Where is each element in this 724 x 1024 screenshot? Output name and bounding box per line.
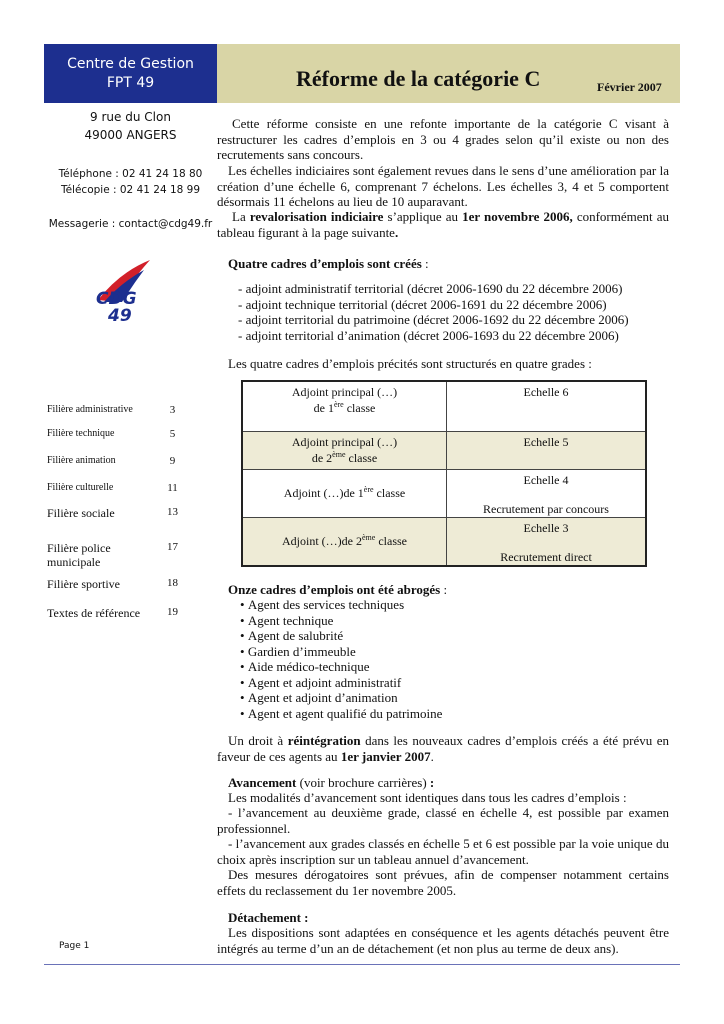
reint-text-a: Un droit à: [228, 733, 288, 748]
abrogated-heading-text: Onze cadres d’emplois ont été abrogés: [228, 582, 441, 597]
bullet-icon: •: [240, 597, 248, 612]
scale-cell: [447, 469, 647, 517]
list-item-text: Agent et adjoint administratif: [247, 674, 402, 690]
grades-table: [241, 380, 647, 567]
grade-line-1: Adjoint principal (…): [291, 434, 398, 449]
scale-cell: [447, 431, 647, 469]
logo-text-cdg: CDG: [96, 289, 137, 309]
list-item-text: Agent technique: [247, 612, 334, 628]
scale-cell: [447, 381, 647, 431]
grade-text: Adjoint (…)de 1: [283, 486, 364, 500]
toc-label-police-line2[interactable]: municipale: [47, 555, 101, 569]
grade-line: [243, 485, 446, 501]
list-item: [240, 690, 442, 706]
scale-label: Echelle 4: [523, 472, 569, 487]
grade-text: Adjoint (…)de 2: [282, 534, 362, 548]
intro3-bold-date: 1er novembre 2006,: [462, 209, 573, 224]
email-address[interactable]: Messagerie : contact@cdg49.fr: [48, 218, 213, 230]
grade-cell: [242, 469, 447, 517]
grade-suffix: classe: [373, 486, 406, 500]
bullet-icon: •: [240, 659, 248, 674]
recruitment-note: Recrutement par concours: [483, 501, 609, 516]
list-item: - adjoint territorial d’animation (décret 2006-1693 du 22 décembre 2006): [238, 327, 619, 343]
structured-sentence: Les quatre cadres d’emplois précités sont structurés en quatre grades :: [228, 356, 592, 371]
grade-superscript: ère: [333, 400, 344, 409]
list-item-text: Aide médico-technique: [247, 659, 370, 674]
grade-cell: [242, 381, 447, 431]
intro-paragraph-2: Les échelles indiciaires sont également revues dans le sens d’une amélioration par la création d’une échelle 6, comprenant 7 échelons. Les échelles 3, 4 et 5 comportent désormais 11 échelons au lieu de 10 auparavant.: [217, 163, 669, 209]
toc-page-police: 17: [167, 541, 178, 553]
grade-text: de 1: [313, 401, 334, 415]
detachment-heading: Détachement :: [228, 910, 309, 925]
page-title: Réforme de la catégorie C: [296, 66, 541, 91]
grade-superscript: ème: [332, 449, 346, 459]
toc-page-sociale: 13: [167, 506, 178, 518]
footer-divider: [44, 964, 680, 965]
intro-paragraph-3: [217, 209, 669, 240]
scale-label: Echelle 3: [523, 520, 569, 535]
advancement-paragraph-1: Les modalités d’avancement sont identiques dans tous les cadres d’emplois :: [228, 790, 627, 805]
toc-label-technique[interactable]: Filière technique: [47, 428, 115, 439]
list-item: [240, 706, 442, 722]
cdg49-logo: [78, 256, 168, 328]
reint-text-c: dans les nouveaux cadres d’emplois créés a été prévu en faveur de ces agents au: [217, 733, 669, 764]
table-row: [242, 381, 646, 431]
grade-suffix: classe: [343, 401, 376, 415]
list-item-text: Agent et adjoint d’animation: [247, 690, 398, 705]
grade-suffix: classe: [345, 450, 378, 465]
reint-bold-date: 1er janvier 2007: [340, 748, 431, 764]
table-row: [242, 431, 646, 469]
address-line-1: 9 rue du Clon: [90, 110, 171, 124]
list-item-text: Gardien d’immeuble: [247, 643, 356, 659]
adv-heading-note: (voir brochure carrières): [296, 775, 430, 790]
intro3-text-a: La: [232, 209, 250, 224]
reintegration-paragraph: [217, 733, 669, 764]
toc-page-sportive: 18: [167, 577, 178, 589]
toc-label-sociale[interactable]: Filière sociale: [47, 506, 115, 520]
list-item: - adjoint technique territorial (décret 2006-1691 du 22 décembre 2006): [238, 296, 607, 312]
toc-label-animation[interactable]: Filière animation: [47, 455, 116, 466]
grade-line: [243, 533, 446, 549]
grade-superscript: ème: [362, 533, 376, 542]
list-item: [240, 613, 442, 629]
page-number: Page 1: [59, 941, 90, 951]
scale-cell: [447, 517, 647, 566]
list-item-text: Agent des services techniques: [247, 597, 405, 612]
document-date: Février 2007: [597, 80, 662, 94]
list-item: [240, 659, 442, 675]
address-line-2: 49000 ANGERS: [84, 128, 177, 142]
grade-line-2: [243, 400, 446, 416]
grade-cell: [242, 517, 447, 566]
list-item-text: Agent et agent qualifié du patrimoine: [247, 705, 443, 721]
list-item: - adjoint administratif territorial (décret 2006-1690 du 22 décembre 2006): [238, 281, 623, 296]
grade-superscript: ère: [363, 485, 374, 494]
advancement-paragraph-2: - l’avancement au deuxième grade, classé en échelle 4, est possible par examen professionnel.: [217, 805, 669, 836]
toc-label-sportive[interactable]: Filière sportive: [47, 577, 120, 591]
abrogated-list: [240, 597, 442, 721]
org-code: FPT 49: [106, 75, 155, 91]
scale-label: Echelle 5: [523, 434, 569, 449]
grade-line-2: [243, 450, 446, 466]
adv-heading-bold: Avancement: [228, 775, 297, 790]
created-heading-text: Quatre cadres d’emplois sont créés: [228, 256, 422, 271]
grade-cell: [242, 431, 447, 469]
toc-page-technique: 5: [169, 428, 176, 440]
scale-label: Echelle 6: [523, 385, 569, 399]
bullet-icon: •: [240, 643, 248, 659]
toc-page-animation: 9: [169, 455, 176, 467]
bullet-icon: •: [240, 628, 248, 643]
advancement-heading: [228, 775, 434, 791]
toc-label-police[interactable]: Filière police: [47, 541, 111, 555]
list-item: [240, 644, 442, 660]
phone-number: Téléphone : 02 41 24 18 80: [58, 168, 203, 180]
abrogated-heading: [228, 582, 447, 598]
advancement-paragraph-4: Des mesures dérogatoires sont prévues, afin de compenser notamment certains effets du reclassement du 1er novembre 2005.: [217, 867, 669, 898]
bullet-icon: •: [240, 612, 248, 628]
toc-label-culturelle[interactable]: Filière culturelle: [47, 482, 114, 493]
fax-number: Télécopie : 02 41 24 18 99: [60, 184, 201, 196]
org-name: Centre de Gestion: [67, 56, 194, 72]
created-list: [238, 281, 629, 343]
toc-label-references[interactable]: Textes de référence: [47, 606, 141, 620]
intro3-text-c: s’applique au: [383, 209, 463, 224]
intro3-text-e: conformément au tableau figurant à la page suivante: [217, 209, 669, 240]
org-banner: [44, 44, 217, 103]
abrogated-heading-colon: :: [440, 582, 448, 597]
table-row: [242, 469, 646, 517]
toc-page-administrative: 3: [169, 404, 176, 416]
created-heading: [228, 256, 429, 272]
bullet-icon: •: [240, 705, 248, 721]
toc-label-administrative[interactable]: Filière administrative: [47, 404, 133, 415]
list-item: [240, 675, 442, 691]
list-item: - adjoint territorial du patrimoine (décret 2006-1692 du 22 décembre 2006): [238, 312, 629, 327]
adv-heading-colon: :: [429, 775, 435, 790]
reint-period: .: [430, 748, 434, 764]
created-heading-colon: :: [421, 256, 429, 271]
grade-line-1: Adjoint principal (…): [291, 385, 398, 399]
toc-page-culturelle: 11: [167, 482, 178, 494]
reint-bold: réintégration: [287, 733, 361, 748]
recruitment-note: Recrutement direct: [500, 549, 592, 564]
list-item: [240, 597, 442, 613]
table-row: [242, 517, 646, 566]
grade-text: de 2: [311, 450, 333, 465]
grade-suffix: classe: [375, 534, 407, 548]
intro3-bold-period: .: [394, 224, 399, 240]
intro3-bold-revalorisation: revalorisation indiciaire: [249, 209, 384, 224]
logo-text-49: 49: [108, 306, 132, 326]
intro-paragraph-1: Cette réforme consiste en une refonte importante de la catégorie C visant à restructurer les cadres d’emplois en 3 ou 4 grades selon qu’il existe ou non des recrutements sans concours.: [217, 116, 669, 162]
detachment-paragraph: Les dispositions sont adaptées en conséquence et les agents détachés peuvent être intégrés au terme d’un an de détachement (et non plus au terme de deux ans).: [217, 925, 669, 956]
list-item: [240, 628, 442, 644]
bullet-icon: •: [240, 690, 248, 705]
advancement-paragraph-3: - l’avancement aux grades classés en échelle 5 et 6 est possible par la voie unique du choix après inscription sur un tableau annuel d’avancement.: [217, 836, 669, 867]
bullet-icon: •: [240, 674, 248, 690]
list-item-text: Agent de salubrité: [247, 628, 344, 643]
toc-page-references: 19: [167, 606, 178, 618]
